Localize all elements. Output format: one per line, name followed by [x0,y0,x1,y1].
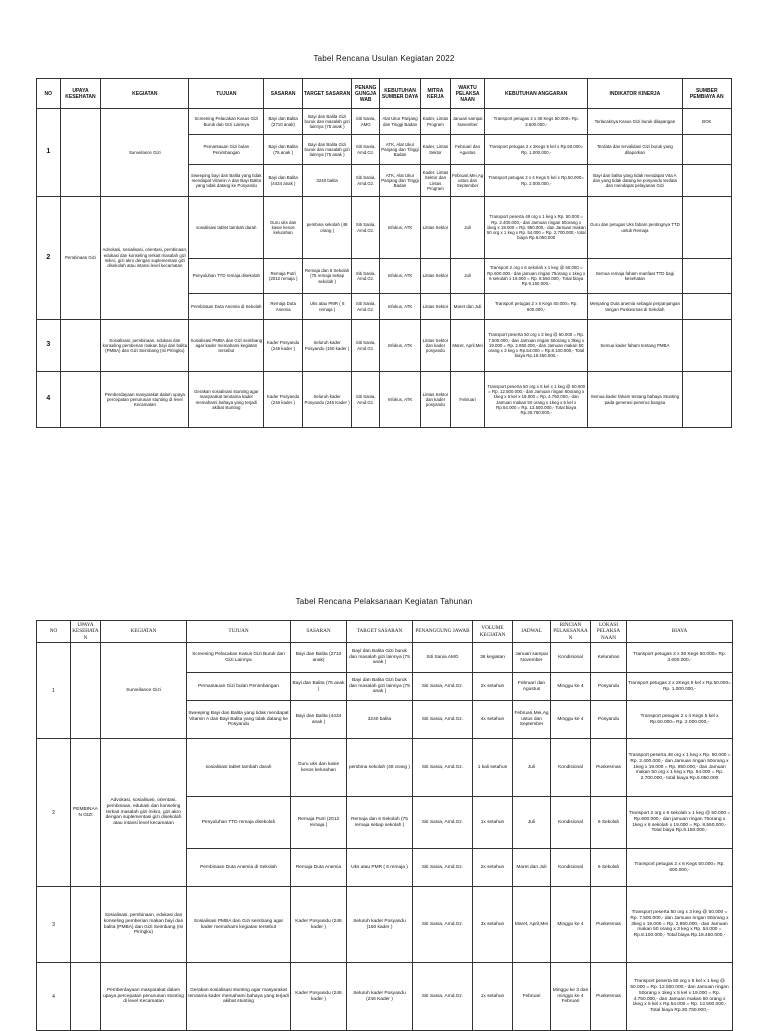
table-row [37,372,732,428]
row-number: 3 [37,320,61,372]
biaya-cell [682,197,731,259]
indikator-cell: Terlacaknya Kasus Gizi buruk dilapangan [588,109,682,135]
target-cell: 3240 balita [302,165,351,197]
tujuan-cell: Sosialisasi PMBA dan Gizi seimbang agar kader memahami kegiatan tersebut [189,320,264,372]
tujuan-cell: Pemantauan Gizi bulan Penimbangan [187,673,291,701]
rincian-cell: Minggu ke 3 dan minggu ke 4 Februari [551,963,591,1031]
mitra-cell: Lintas Sektor [420,259,450,294]
mitra-cell: Kader, Lintas Sektor dan Lintas Program [420,165,450,197]
table-row [37,739,733,797]
header-cell: TUJUAN [189,79,264,109]
target-cell: Uks atau PMR ( 6 remaja ) [302,294,351,320]
waktu-cell: Januari sampai November [450,109,484,135]
table-row [37,963,733,1031]
anggaran-cell: Transport petugas 2 x 36 Kegs 50.000= Rp. 3.600.000,- [485,109,588,135]
anggaran-cell: Transport peserta 50 org x 3 keg @ 50.000 = Rp. 7.500.000,- dan Jamuan ringan 50orang x 3keg x 19.000 = Rp. 2.850.000,- dan Jamuan makan 50 orang x 3 keg x Rp.54.000 = Rp.8.100.000,- Total biaya Rp.18.450.000,- [485,320,588,372]
pj-cell: Siti Sania AMG [413,643,473,673]
header-cell: LOKASI PELAKSA NAAN [591,621,627,643]
kegiatan-cell: Surveilance Gizi [101,643,187,739]
tujuan-cell: Screening Pelacakan Kasus Gizi Buruk dan Gizi Lainnya [187,643,291,673]
table1-title: Tabel Rencana Usulan Kegiatan 2022 [313,54,455,63]
header-cell: UPAYA KESEHATAN [60,79,101,109]
header-cell: MITRA KERJA [420,79,450,109]
target-cell: 3240 balita [347,701,413,739]
biaya-cell: Transport petugas 2 x 4 Kegs 5 kel x Rp.50.000= Rp. 2.000.000,- [627,701,733,739]
header-cell: SASARAN [291,621,347,643]
volume-cell: 36 kegiatan [473,643,513,673]
waktu-cell: Februari,Mei,Agustus dan September [450,165,484,197]
tujuan-cell: Sweeping bayi dan Balita yang tidak mendapat Vitamin A dan Bayi Balita yang tidak datang ke Posyandu [189,165,264,197]
tujuan-cell: Pembinaan Duta Anemia di Sekolah [189,294,264,320]
biaya-cell: Transport peserta 48 org x 1 keg x Rp. 50.000 = Rp. 2.400.000,- dan Jamuan ringan 50orang x 1keg x 19.000 = Rp. 950.000,- dan Jamuan makan 50 org x 1 keg x Rp. 54.000 = Rp. 2.700.000,- total biaya Rp.6.050.000 [627,739,733,797]
sumber-cell: ATK, Alat Ukur Panjang dan Tinggi Badan [380,165,421,197]
header-cell: PENANG GUNGJA WAB [352,79,380,109]
usulan-table [36,78,732,428]
tujuan-cell: Pembinaan Duta Anemia di Sekolah [187,849,291,887]
indikator-cell: Menjaring Duta anemia sebagai perpanjangan tangan Puskesmas di Sekolah [588,294,682,320]
target-cell: Uks atau PMR ( 6 remaja ) [347,849,413,887]
pj-cell: Siti Sania, Amd.Gz. [413,701,473,739]
kegiatan-cell: Advokasi, sosialisasi, orientasi, pembinaan, edukasi dan konseling terkait masalah gizi mikro, gizi akro dengan suplementasi gizi disekolah atau intansi level kecamatan [101,197,189,320]
anggaran-cell: Transport petugas 2 x 2Kegs 5 kel x Rp.50.000= Rp. 1.000.000,- [485,135,588,165]
jadwal-cell: Maret, April,Mei [513,887,551,963]
waktu-cell: Februari [450,372,484,428]
sasaran-cell: Bayi dan Balita (4434 anak ) [291,701,347,739]
table-row [37,197,732,259]
lokasi-cell: Posyandu [591,673,627,701]
header-cell: KEBUTUHAN SUMBER DAYA [380,79,421,109]
anggaran-cell: Transport petugas 2 x 4 Kegs 5 kel x Rp.50.000= Rp. 2.000.000,- [485,165,588,197]
rincian-cell: Minggu ke 4 [551,673,591,701]
target-cell: Remaja dan 6 Sekolah (75 remaja setiap sekolah ) [302,259,351,294]
header-cell: TARGET SASARAN [347,621,413,643]
header-cell: NO [37,621,71,643]
sumber-cell: Infokus, ATK [380,197,421,259]
biaya-cell [682,165,731,197]
target-cell: pembina sekolah (48 orang ) [347,739,413,797]
volume-cell: 4x setahun [473,701,513,739]
upaya-kesehatan: Pembinaan Gizi [60,197,101,320]
target-cell: Remaja dan 6 Sekolah (75 remaja setiap sekolah ) [347,797,413,849]
target-cell: Bayi dan Balita Gizi buruk dan masalah gizi lainnya (75 anak ) [347,673,413,701]
lokasi-cell: Puskesmas [591,887,627,963]
table-row [37,320,732,372]
rincian-cell: Kondisional [551,643,591,673]
volume-cell: 1x setahun [473,963,513,1031]
volume-cell: 3x setahun [473,887,513,963]
lokasi-cell: Posyandu [591,701,627,739]
row-number: 2 [37,739,71,887]
jadwal-cell: Februari,Mei,Agustus dan September [513,701,551,739]
header-cell: WAKTU PELAKSA NAAN [450,79,484,109]
sumber-cell: Infokus, ATK [380,294,421,320]
pj-cell: Siti Sania, Amd.Gz. [413,887,473,963]
rincian-cell: Kondisional [551,797,591,849]
sasaran-cell: Bayi dan Balita (75 anak ) [264,135,303,165]
sasaran-cell: Bayi dan Balita (2710 anak) [291,643,347,673]
tujuan-cell: sosialisasi tablet tambah darah [189,197,264,259]
biaya-cell [682,320,731,372]
sumber-cell: Alat Ukur Panjang dan Tinggi Badan [380,109,421,135]
rincian-cell: Kondisional [551,849,591,887]
pj-cell: Siti Sania, Amd.Gz. [352,197,380,259]
waktu-cell: Februari dan Agustus [450,135,484,165]
anggaran-cell: Transport peserta 50 org x 5 kel x 1 keg @ 50.000 = Rp. 12.500.000,- dan Jamuan ringan 50orang x 1keg x 5 kel x 19.000 = Rp. 4.750.000,- dan Jamuan makan 50 orang x 1keg x 5 kel x Rp.54.000 = Rp. 13.500.000,- Total biaya Rp.30.750.000,- [485,372,588,428]
lokasi-cell: Puskesmas [591,963,627,1031]
header-cell: SUMBER PEMBIAYA AN [682,79,731,109]
rincian-cell: Kondisional [551,739,591,797]
kegiatan-cell: Pemberdayaan masyarakat dalam upaya percepatan penurunan stunting di level Kecamatan [101,963,187,1031]
target-cell: Bayi dan Balita Gizi buruk dan masalah gizi lainnya (75 anak ) [347,643,413,673]
pj-cell: Siti Sania, Amd.Gz. [352,165,380,197]
header-cell: PENANGGUNG JAWAB [413,621,473,643]
biaya-cell: Transport peserta 50 org x 5 kel x 1 keg @ 50.000 = Rp. 12.500.000,- dan Jamuan ringan 50orang x 1keg x 5 kel x 19.000 = Rp. 4.750.000,- dan Jamuan makan 50 orang x 1keg x 5 kel x Rp.54.000 = Rp. 13.500.000,- Total biaya Rp.30.750.000,- [627,963,733,1031]
tujuan-cell: Screening Pelacakan Kasus Gizi Buruk dan Gizi Lainnya [189,109,264,135]
upaya-kesehatan [71,887,101,963]
row-number: 1 [37,643,71,739]
header-cell: VOLUME KEGIATAN [473,621,513,643]
header-cell: TUJUAN [187,621,291,643]
table-row [37,109,732,135]
indikator-cell: Guru dan petugas Uks faham pentingnya TTD untuk Remaja [588,197,682,259]
volume-cell: 2x setahun [473,673,513,701]
sasaran-cell: Kader Posyandu (246 kader ) [264,372,303,428]
biaya-cell: Transport petugas 2 x 2Kegs 5 kel x Rp.50.000= Rp. 1.000.000,- [627,673,733,701]
target-cell: Seluruh kader Posyandu (246 Kader ) [302,372,351,428]
indikator-cell: Semua kader faham tentang PMBA [588,320,682,372]
header-cell: SASARAN [264,79,303,109]
mitra-cell: Kader, Lintas Program [420,109,450,135]
pj-cell: Siti Sania, Amd.Gz. [352,372,380,428]
jadwal-cell: Maret dan Juli [513,849,551,887]
sasaran-cell: Kader Posyandu (246 kader ) [291,887,347,963]
sasaran-cell: Remaja Putri (2012 remaja ) [264,259,303,294]
volume-cell: 1 kali setahun [473,739,513,797]
target-cell: Seluruh kader Posyandu (150 kader ) [347,887,413,963]
header-cell: KEGIATAN [101,621,187,643]
biaya-cell: Transport peserta 50 org x 3 keg @ 50.000 = Rp. 7.500.000,- dan Jamuan ringan 50orang x 3keg x 19.000 = Rp. 2.850.000,- dan Jamuan makan 50 orang x 3 keg x Rp. 54.000 = Rp.8.100.000,- Total biaya Rp.18.450.000,- [627,887,733,963]
kegiatan-cell: Sosialisasi, pembinaan, edukasi dan konseling pemberian makan bayi dan balita (PMBA) dan Gizi Seimbang (Isi Piringku) [101,320,189,372]
jadwal-cell: Februari [513,963,551,1031]
sasaran-cell: Kader Posyandu (246 kader ) [291,963,347,1031]
header-cell: RINCIAN PELAKSANAA N [551,621,591,643]
header-cell: TARGET SASARAN [302,79,351,109]
biaya-cell [682,259,731,294]
waktu-cell: Juli [450,259,484,294]
row-number: 4 [37,372,61,428]
anggaran-cell: Transport peserta 48 org x 1 keg x Rp. 50.000 = Rp. 2.400.000,- dan Jamuan ringan 50orang x 1keg x 19.000 = Rp. 950.000,- dan Jamuan makan 50 org x 1 keg x Rp. 54.000 = Rp. 2.700.000,- total biaya Rp.6.050.000 [485,197,588,259]
jadwal-cell: Juli [513,797,551,849]
pelaksanaan-table [36,620,733,1031]
biaya-cell: Transport petugas 2 x 36 Kegs 50.000= Rp. 3.600.000,- [627,643,733,673]
anggaran-cell: Transport petugas 2 x 6 Kegs 50.000= Rp. 600.000,- [485,294,588,320]
mitra-cell: Lintas Sektor [420,197,450,259]
tujuan-cell: Pemantauan Gizi bulan Penimbangan [189,135,264,165]
upaya-kesehatan [71,963,101,1031]
header-cell: INDIKATOR KINERJA [588,79,682,109]
target-cell: Seluruh kader Posyandu (246 Kader ) [347,963,413,1031]
pj-cell: Siti Sania, AMG [352,109,380,135]
biaya-cell [682,135,731,165]
sasaran-cell: Remaja Putri (2012 remaja ) [291,797,347,849]
sasaran-cell: Remaja Duta Anemia [264,294,303,320]
tujuan-cell: Gerakan sosialisasi stunting agar masyarakat terutama kader memahami bahaya yang terjadi akibat stunting [189,372,264,428]
kegiatan-cell: Sosialisasi, pembinaan, edukasi dan konseling pemberian makan bayi dan balita (PMBA) dan Gizi Seimbang (Isi Piringku) [101,887,187,963]
target-cell: pembina sekolah (48 orang ) [302,197,351,259]
waktu-cell: Maret, April,Mei [450,320,484,372]
sasaran-cell: Kader Posyandu (246 kader ) [264,320,303,372]
header-cell: BIAYA [627,621,733,643]
kegiatan-cell: Pemberdayaan masyarakat dalam upaya percepatan penurunan stunting di level Kecamatan [101,372,189,428]
header-cell: JADWAL [513,621,551,643]
table2-title: Tabel Rencana Pelaksanaan Kegiatan Tahunan [295,597,473,606]
target-cell: Bayi dan Balita Gizi buruk dan masalah gizi lainnya (75 anak ) [302,109,351,135]
table-row [37,643,733,673]
mitra-cell: Lintas Sektor dan kader posyandu [420,320,450,372]
volume-cell: 1x setahun [473,797,513,849]
tujuan-cell: Sweeping Bayi dan Balita yang tidak mendapat Vitamin A dan Bayi Balita yang tidak datang ke Posyandu [187,701,291,739]
biaya-cell [682,372,731,428]
pj-cell: Siti Sania, Amd.Gz. [352,259,380,294]
upaya-kesehatan: PEMBINAAN GIZI [71,739,101,887]
tujuan-cell: Gerakan sosialisasi stunting agar masyarakat terutama kader memahami bahaya yang terjadi akibat stunting [187,963,291,1031]
header-cell: NO [37,79,61,109]
lokasi-cell: Kelurahan [591,643,627,673]
volume-cell: 2x setahun [473,849,513,887]
kegiatan-cell: Surveilance Gizi [101,109,189,197]
waktu-cell: Maret dan Juli [450,294,484,320]
sasaran-cell: Remaja Duta Anemia [291,849,347,887]
header-cell: KEGIATAN [101,79,189,109]
biaya-cell: Transport petugas 2 x 6 Kegs 50.000= Rp. 600.000,- [627,849,733,887]
row-number: 2 [37,197,61,320]
lokasi-cell: 6 Sekolah [591,849,627,887]
sumber-cell: Infokus, ATK [380,320,421,372]
sasaran-cell: Bayi dan Balita (75 anak ) [291,673,347,701]
tujuan-cell: Penyuluhan TTD remaja disekolah [187,797,291,849]
pj-cell: Siti Sania, Amd.Gz. [413,849,473,887]
tujuan-cell: sosialisasi tablet tambah darah [187,739,291,797]
target-cell: Bayi dan Balita Gizi buruk dan masalah gizi lainnya (75 anak ) [302,135,351,165]
biaya-cell [682,294,731,320]
table-row [37,887,733,963]
mitra-cell: Lintas Sektor [420,294,450,320]
jadwal-cell: Januari sampai November [513,643,551,673]
lokasi-cell: Puskesmas [591,739,627,797]
pj-cell: Siti Sania, Amd.Gz. [413,797,473,849]
upaya-kesehatan [60,372,101,428]
pj-cell: Siti Sania, Amd.Gz. [352,135,380,165]
sumber-cell: Infokus, ATK [380,259,421,294]
mitra-cell: Lintas Sektor dan kader posyandu [420,372,450,428]
row-number: 1 [37,109,61,197]
pj-cell: Siti Sania, Amd.Gz. [413,739,473,797]
sumber-cell: ATK, Alat Ukur Panjang dan Tinggi Badan [380,135,421,165]
indikator-cell: Semua kader faham tentang bahaya Stunting pada generasi penerus bangsa [588,372,682,428]
rincian-cell: Minggu ke 4 [551,887,591,963]
header-cell: KEBUTUHAN ANGGARAN [485,79,588,109]
biaya-cell: Transport 2 org x 6 sekolah x 1 keg @ 50.000 = Rp.600.000,- dan jamuan ringan 75orang x 1keg x 6 sekolah x 19.000 = Rp. 8.550.000,- Total biaya Rp.9.150.000,- [627,797,733,849]
pj-cell: Siti Sania, Amd.Gz. [352,320,380,372]
jadwal-cell: Juli [513,739,551,797]
tujuan-cell: Penyuluhan TTD remaja disekolah [189,259,264,294]
sasaran-cell: Guru uks dan kasie kesos kelurahan [291,739,347,797]
upaya-kesehatan [60,320,101,372]
upaya-kesehatan [60,109,101,197]
indikator-cell: Bayi dan balita yang tidak mendapat Vita A dan yang tidak datang ke posyandu terdata dan mendapat pelayanan Gizi [588,165,682,197]
pj-cell: Siti Sania, Amd.Gz. [413,963,473,1031]
jadwal-cell: Februari dan Agustus [513,673,551,701]
sasaran-cell: Bayi dan Balita (4434 anak ) [264,165,303,197]
pj-cell: Siti Sania, Amd.Gz. [352,294,380,320]
tujuan-cell: Sosialisasi PMBA dan Gizi seimbang agar kader memahami kegiatan tersebut [187,887,291,963]
waktu-cell: Juli [450,197,484,259]
lokasi-cell: 6 Sekolah [591,797,627,849]
mitra-cell: Kader, Lintas Sektor [420,135,450,165]
kegiatan-cell: Advokasi, sosialisasi, orientasi, pembinaan, edukasi dan konseling terkait masalah gizi mikro, gizi akro dengan suplementasi gizi disekolah atau intansi level kecamatan [101,739,187,887]
sasaran-cell: Bayi dan Balita (2710 anak) [264,109,303,135]
target-cell: Seluruh kader Posyandu (150 kader ) [302,320,351,372]
rincian-cell: Minggu ke 4 [551,701,591,739]
header-cell: UPAYA KESEHATAN [72,622,99,641]
upaya-kesehatan [71,643,101,739]
pj-cell: Siti Sania, Amd.Gz. [413,673,473,701]
sasaran-cell: Guru uks dan kasie kesos kelurahan [264,197,303,259]
indikator-cell: Terdata dan tervalidasi Gizi buruk yang dilaporkan [588,135,682,165]
anggaran-cell: Transport 2 org x 6 sekolah x 1 keg @ 50.000 = Rp.600.000,- dan jamuan ringan 75orang x 1keg x 6 sekolah x 19.000 = Rp. 8.550.000,- Total biaya Rp.9.150.000,- [485,259,588,294]
sumber-cell: Infokus, ATK [380,372,421,428]
indikator-cell: Semua remaja faham manfaat TTD bagi kesehatan [588,259,682,294]
biaya-cell: BOK [682,109,731,135]
row-number: 4 [37,963,71,1031]
row-number: 3 [37,887,71,963]
